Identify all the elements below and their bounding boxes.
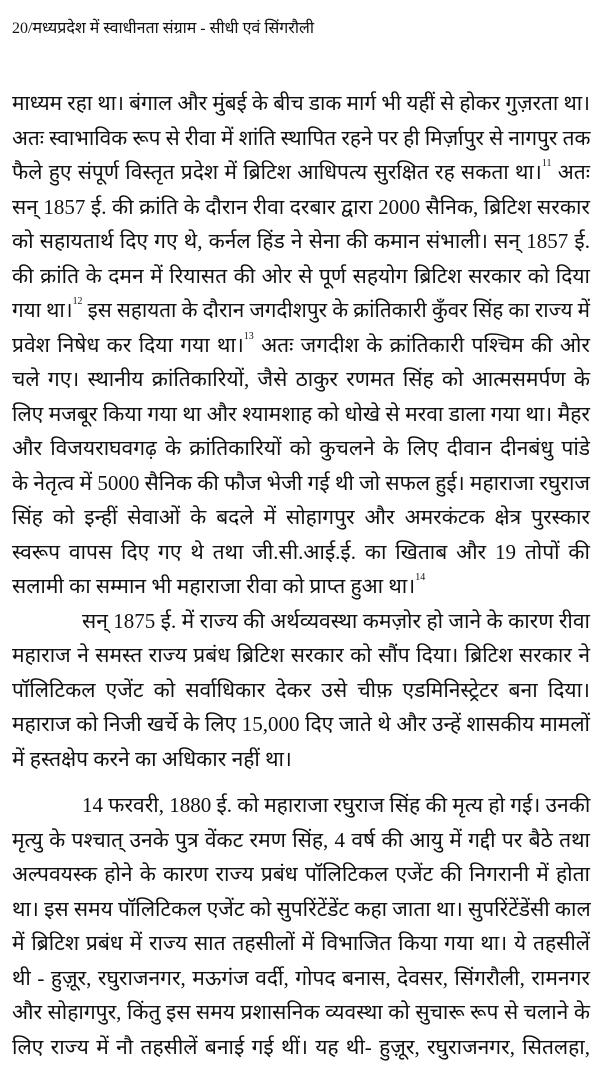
footnote-ref: 11 bbox=[541, 158, 552, 169]
line-text: में ब्रिटिश प्रबंध में राज्य सात तहसीलों में विभाजित किया गया था। ये तहसीलें bbox=[12, 931, 590, 955]
line-text: पॉलिटिकल एजेंट को सर्वाधिकार देकर उसे चीफ़ एडमिनिस्ट्रेटर बना दिया। bbox=[12, 677, 590, 702]
line-text: सन् 1857 ई. की क्रांति के दौरान रीवा दरबार द्वारा 2000 सैनिक, ब्रिटिश सरकार bbox=[12, 194, 590, 219]
footnote-ref: 13 bbox=[243, 330, 254, 342]
text-line bbox=[12, 190, 590, 225]
line-text: अतः bbox=[551, 160, 590, 184]
footnote-ref: 12 bbox=[72, 296, 83, 307]
text-line bbox=[12, 155, 590, 190]
text-line bbox=[12, 397, 590, 432]
line-text: 14 फरवरी, 1880 ई. को महाराजा रघुराज सिंह की मृत्य हो गई। उनकी bbox=[82, 793, 591, 817]
line-text: प्रवेश निषेध कर दिया गया था। bbox=[12, 332, 244, 357]
line-text: मृत्यु के पश्चात् उनके पुत्र वेंकट रमण सिंह, 4 वर्ष की आयु में गद्दी पर बैठे तथा bbox=[12, 827, 590, 852]
line-text: सन् 1875 ई. में राज्य की अर्थव्यवस्था कमज़ोर हो जाने के कारण रीवा bbox=[82, 608, 590, 633]
line-text: अतः जगदीश के क्रांतिकारी पश्चिम की ओर bbox=[253, 332, 590, 357]
text-line bbox=[12, 500, 590, 535]
text-line bbox=[12, 86, 590, 121]
line-text: और सोहागपुर, किंतु इस समय प्रशासनिक व्यवस्था को सुचारू रूप से चलाने के bbox=[12, 1000, 590, 1024]
line-text: अतः स्वाभाविक रूप से रीवा में शांति स्थापित रहने पर ही मिर्ज़ापुर से नागपुर तक bbox=[12, 125, 591, 150]
text-line bbox=[12, 892, 590, 927]
line-text: गया था। bbox=[12, 298, 73, 322]
line-text: सिंह को इन्हीं सेवाओं के बदले में सोहागपुर और अमरकंटक क्षेत्र पुरस्कार bbox=[12, 505, 590, 529]
line-text: और विजयराघवगढ़ के क्रांतिकारियों को कुचलने के लिए दीवान दीनबंधु पांडे bbox=[12, 436, 590, 460]
line-text: के नेतृत्व में 5000 सैनिक की फौज भेजी गई थी जो सफल हुई। महाराजा रघुराज bbox=[12, 470, 590, 495]
line-text: को सहायतार्थ दिए गए थे, कर्नल हिंड ने सेना की कमान संभाली। सन् 1857 ई. bbox=[12, 229, 590, 253]
text-line bbox=[12, 857, 590, 892]
line-text: इस सहायता के दौरान जगदीशपुर के क्रांतिकारी कुँवर सिंह का राज्य में bbox=[82, 298, 591, 322]
text-line bbox=[12, 224, 590, 259]
line-text: में हस्तक्षेप करने का अधिकार नहीं था। bbox=[12, 746, 292, 771]
line-text: चले गए। स्थानीय क्रांतिकारियों, जैसे ठाकुर रणमत सिंह को आत्मसमर्पण के bbox=[12, 367, 590, 391]
text-line bbox=[12, 823, 590, 858]
text-line bbox=[12, 431, 590, 466]
line-text: सलामी का सम्मान भी महाराजा रीवा को प्राप्त हुआ था। bbox=[12, 574, 416, 598]
line-text: लिए मजबूर किया गया था और श्यामशाह को धोखे से मरवा डाला गया था। मैहर bbox=[12, 401, 590, 426]
text-line bbox=[12, 926, 590, 961]
text-line bbox=[12, 1030, 590, 1065]
text-line bbox=[12, 535, 590, 570]
text-line bbox=[12, 673, 590, 708]
text-line bbox=[12, 742, 590, 777]
line-text: महाराज ने समस्त राज्य प्रबंध ब्रिटिश सरकार को सौंप दिया। ब्रिटिश सरकार ने bbox=[12, 643, 590, 667]
text-line bbox=[12, 362, 590, 397]
text-line bbox=[12, 961, 590, 996]
text-line bbox=[12, 707, 590, 742]
line-text: महाराज को निजी खर्चे के लिए 15,000 दिए जाते थे और उन्हें शासकीय मामलों bbox=[12, 712, 590, 736]
text-line bbox=[12, 638, 590, 673]
footnote-ref: 14 bbox=[415, 572, 426, 583]
line-text: माध्यम रहा था। बंगाल और मुंबई के बीच डाक मार्ग भी यहीं से होकर गुज़रता था। bbox=[12, 91, 591, 115]
line-text: फैले हुए संपूर्ण विस्तृत प्रदेश में ब्रिटिश आधिपत्य सुरक्षित रह सकता था। bbox=[12, 160, 542, 184]
line-text: अल्पवयस्क होने के कारण राज्य प्रबंध पॉलिटिकल एजेंट की निगरानी में होता bbox=[12, 862, 590, 886]
text-line bbox=[12, 259, 590, 294]
text-line bbox=[12, 121, 590, 156]
text-line bbox=[12, 466, 590, 501]
text-line bbox=[12, 604, 590, 639]
line-text: था। इस समय पॉलिटिकल एजेंट को सुपरिंटेंडेंट कहा जाता था। सुपरिंटेंडेंसी काल bbox=[12, 896, 591, 921]
line-text: की क्रांति के दमन में रियासत की ओर से पूर्ण सहयोग ब्रिटिश सरकार को दिया bbox=[12, 263, 590, 288]
line-text: स्वरूप वापस दिए गए थे तथा जी.सी.आई.ई. का खिताब और 19 तोपों की bbox=[12, 539, 590, 564]
line-text: लिए राज्य में नौ तहसीलें बनाई गई थीं। यह थी- हुज़ूर, रघुराजनगर, सितलहा, bbox=[12, 1034, 590, 1059]
text-line bbox=[12, 788, 590, 823]
running-header: 20/मध्यप्रदेश में स्वाधीनता संग्राम - सीधी एवं सिंगरौली bbox=[12, 20, 314, 37]
text-line bbox=[12, 293, 590, 328]
text-line bbox=[12, 569, 590, 604]
text-line bbox=[12, 995, 590, 1030]
line-text: थी - हुज़ूर, रघुराजनगर, मऊगंज वर्दी, गोपद बनास, देवसर, सिंगरौली, रामनगर bbox=[12, 965, 590, 990]
body-text bbox=[12, 86, 590, 1064]
text-line bbox=[12, 328, 590, 363]
